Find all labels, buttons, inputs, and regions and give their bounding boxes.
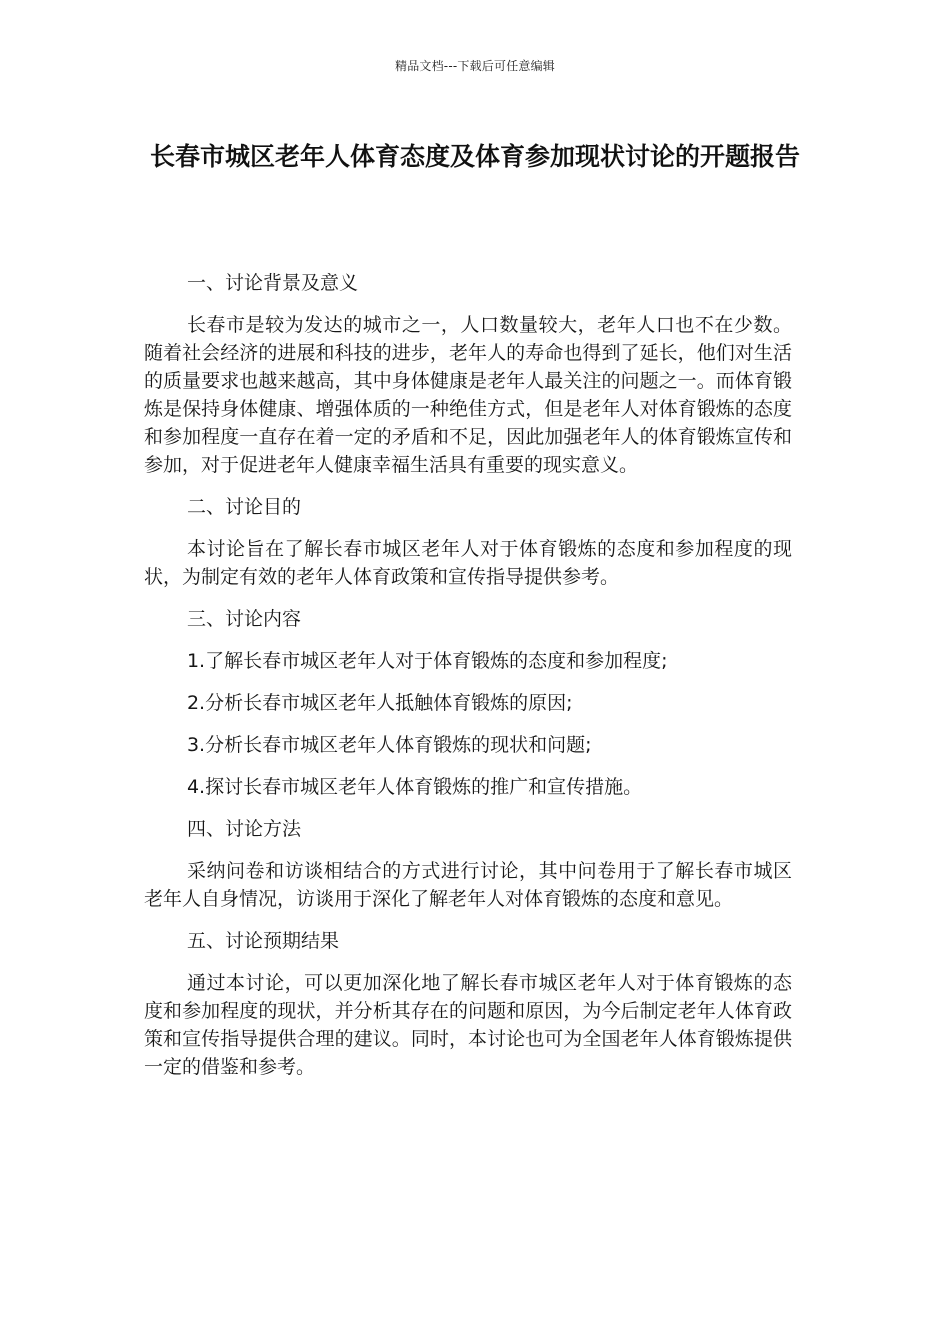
list-item: 3.分析长春市城区老年人体育锻炼的现状和问题; — [186, 734, 592, 756]
paragraph-expected-results: 通过本讨论，可以更加深化地了解长春市城区老年人对于体育锻炼的态度和参加程度的现状，并分析其存在的问题和原因，为今后制定老年人体育政策和宣传指导提供合理的建议。同时，本讨论也可为全国老年人体育锻炼提供一定的借鉴和参考。 — [144, 972, 792, 1078]
paragraph-background: 长春市是较为发达的城市之一，人口数量较大，老年人口也不在少数。随着社会经济的进展和科技的进步，老年人的寿命也得到了延长，他们对生活的质量要求也越来越高，其中身体健康是老年人最关注的问题之一。而体育锻炼是保持身体健康、增强体质的一种绝佳方式，但是老年人对体育锻炼的态度和参加程度一直存在着一定的矛盾和不足，因此加强老年人的体育锻炼宣传和参加，对于促进老年人健康幸福生活具有重要的现实意义。 — [144, 314, 792, 476]
list-item: 4.探讨长春市城区老年人体育锻炼的推广和宣传措施。 — [186, 776, 643, 798]
document-body — [144, 269, 792, 1095]
section-heading-purpose: 二、讨论目的 — [186, 496, 301, 518]
section-heading-expected-results: 五、讨论预期结果 — [186, 930, 339, 952]
list-item: 1.了解长春市城区老年人对于体育锻炼的态度和参加程度; — [186, 650, 668, 672]
list-item: 2.分析长春市城区老年人抵触体育锻炼的原因; — [186, 692, 573, 714]
section-heading-background: 一、讨论背景及意义 — [186, 272, 358, 294]
paragraph-method: 采纳问卷和访谈相结合的方式进行讨论，其中问卷用于了解长春市城区老年人自身情况，访谈用于深化了解老年人对体育锻炼的态度和意见。 — [144, 860, 792, 910]
paragraph-purpose: 本讨论旨在了解长春市城区老年人对于体育锻炼的态度和参加程度的现状，为制定有效的老年人体育政策和宣传指导提供参考。 — [144, 538, 792, 588]
section-heading-content: 三、讨论内容 — [186, 608, 301, 630]
header-note: 精品文档---下载后可任意编辑 — [395, 59, 555, 73]
section-heading-method: 四、讨论方法 — [186, 818, 301, 840]
document-title: 长春市城区老年人体育态度及体育参加现状讨论的开题报告 — [149, 142, 800, 171]
